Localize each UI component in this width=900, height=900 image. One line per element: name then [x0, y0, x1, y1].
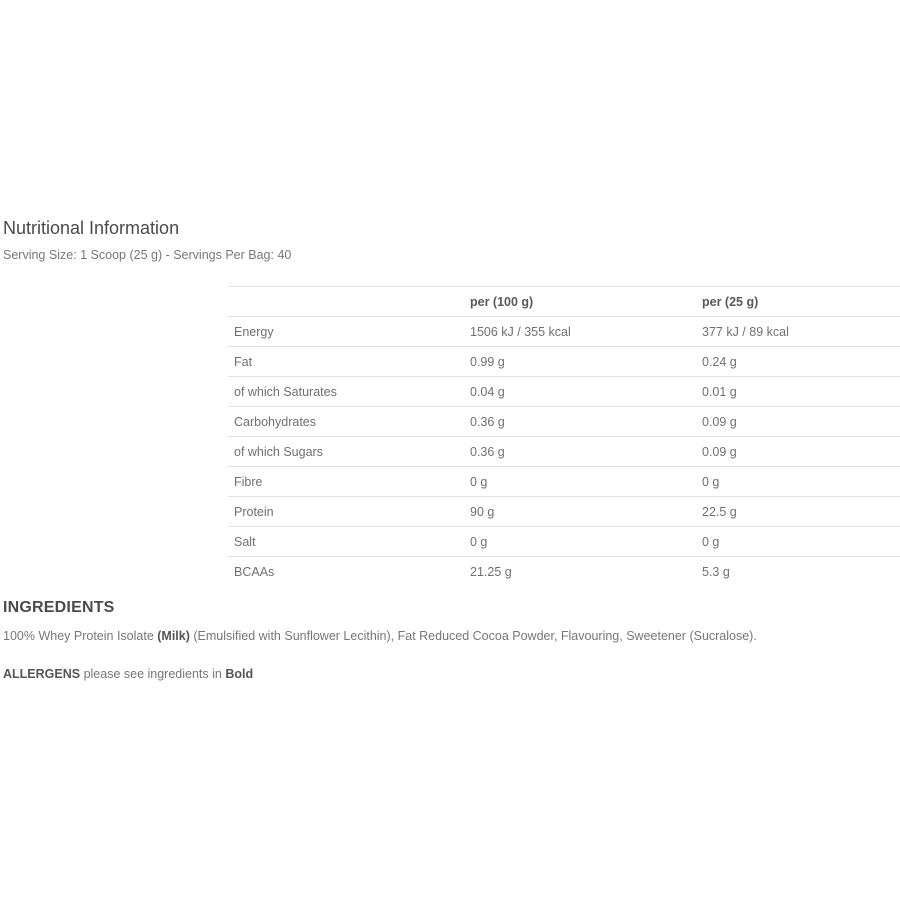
- value-per-100g: 21.25 g: [464, 557, 696, 587]
- value-per-serving: 377 kJ / 89 kcal: [696, 317, 900, 347]
- nutrient-name: Energy: [228, 317, 464, 347]
- value-per-100g: 0.04 g: [464, 377, 696, 407]
- table-row: [228, 437, 900, 467]
- ingredients-section: [3, 598, 900, 682]
- value-per-serving: 22.5 g: [696, 497, 900, 527]
- table-row: [228, 497, 900, 527]
- table-row: [228, 527, 900, 557]
- table-row: [228, 317, 900, 347]
- ingredients-title: INGREDIENTS: [3, 599, 115, 616]
- value-per-serving: 0 g: [696, 467, 900, 497]
- column-header: [228, 287, 464, 317]
- nutrient-name: Salt: [228, 527, 464, 557]
- value-per-serving: 0.01 g: [696, 377, 900, 407]
- ingredients-text-before: 100% Whey Protein Isolate: [3, 629, 158, 643]
- value-per-100g: 0 g: [464, 527, 696, 557]
- ingredients-allergen-bold: (Milk): [157, 629, 190, 643]
- ingredients-text: [3, 628, 900, 644]
- nutrient-name: Fat: [228, 347, 464, 377]
- nutrient-name: Fibre: [228, 467, 464, 497]
- value-per-100g: 0.36 g: [464, 437, 696, 467]
- nutrient-name: Protein: [228, 497, 464, 527]
- table-row: [228, 347, 900, 377]
- column-header: per (25 g): [696, 287, 900, 317]
- nutrition-table: [228, 286, 900, 586]
- nutrient-name: of which Saturates: [228, 377, 464, 407]
- value-per-100g: 0.99 g: [464, 347, 696, 377]
- value-per-serving: 5.3 g: [696, 557, 900, 587]
- table-row: [228, 467, 900, 497]
- nutrition-table-body: [228, 317, 900, 587]
- serving-info: Serving Size: 1 Scoop (25 g) - Servings Per Bag: 40: [3, 248, 292, 262]
- value-per-100g: 90 g: [464, 497, 696, 527]
- ingredients-text-after: (Emulsified with Sunflower Lecithin), Fat Reduced Cocoa Powder, Flavouring, Sweetener (Sucralose).: [189, 629, 757, 643]
- nutrition-title: Nutritional Information: [3, 218, 180, 238]
- allergens-note: [3, 666, 900, 682]
- column-header: per (100 g): [464, 287, 696, 317]
- value-per-serving: 0.09 g: [696, 407, 900, 437]
- nutrient-name: of which Sugars: [228, 437, 464, 467]
- allergens-bold-word: Bold: [225, 667, 254, 681]
- value-per-100g: 1506 kJ / 355 kcal: [464, 317, 696, 347]
- value-per-serving: 0.09 g: [696, 437, 900, 467]
- value-per-100g: 0 g: [464, 467, 696, 497]
- nutrition-section: [3, 216, 900, 681]
- table-row: [228, 407, 900, 437]
- allergens-text: please see ingredients in: [80, 667, 226, 681]
- table-row: [228, 557, 900, 587]
- nutrient-name: Carbohydrates: [228, 407, 464, 437]
- value-per-100g: 0.36 g: [464, 407, 696, 437]
- table-row: [228, 377, 900, 407]
- value-per-serving: 0 g: [696, 527, 900, 557]
- table-header-row: [228, 287, 900, 317]
- allergens-label: ALLERGENS: [3, 667, 81, 681]
- value-per-serving: 0.24 g: [696, 347, 900, 377]
- nutrient-name: BCAAs: [228, 557, 464, 587]
